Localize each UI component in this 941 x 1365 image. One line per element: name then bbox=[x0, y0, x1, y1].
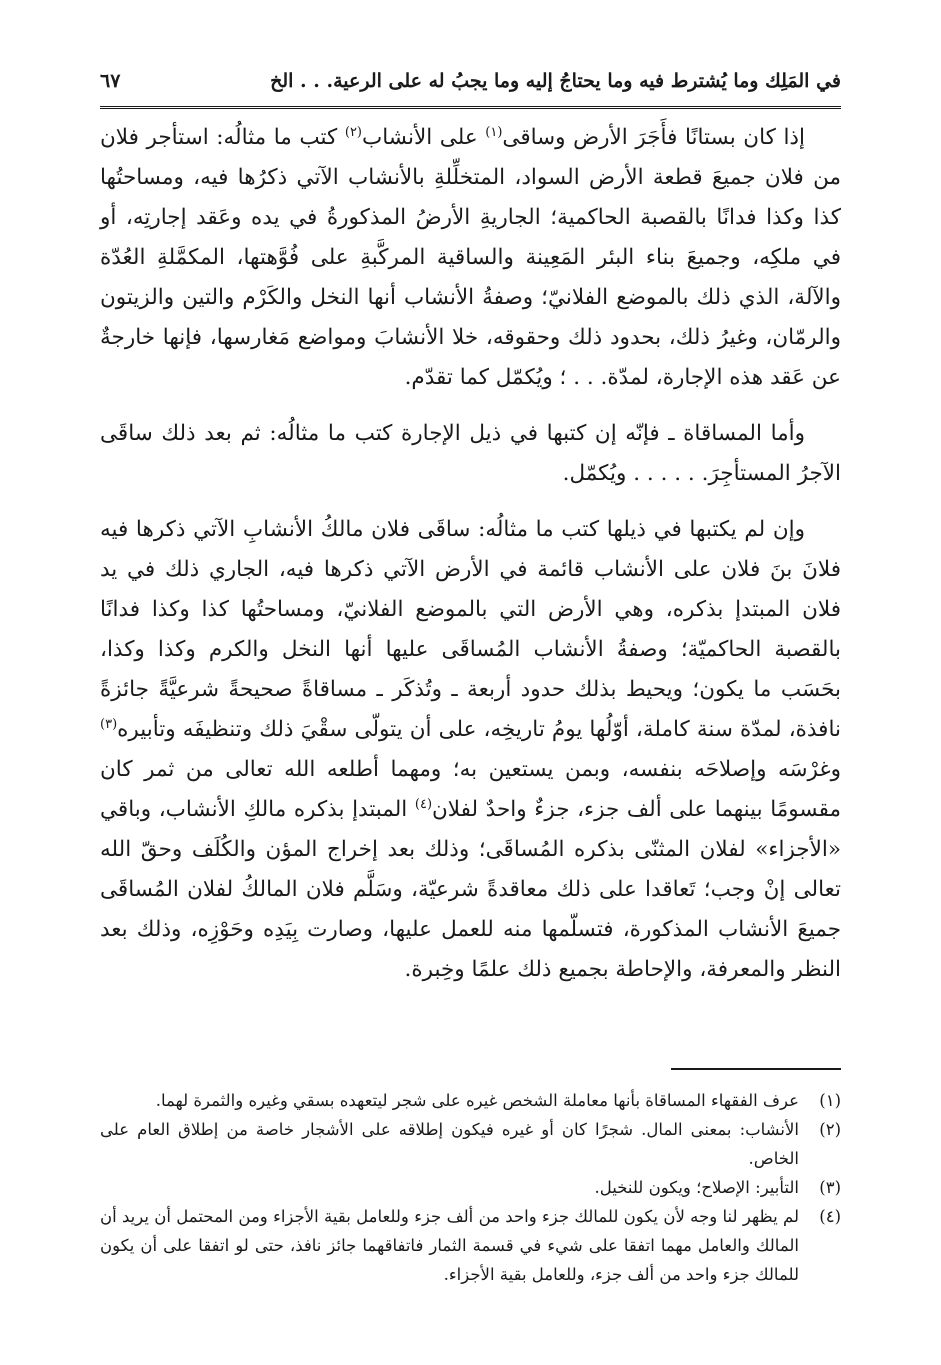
footnote-ref-4: (٤) bbox=[414, 796, 433, 812]
footnote-text: عرف الفقهاء المساقاة بأنها معاملة الشخص غيره على شجر ليتعهده بسقي وغيره والثمرة لهما. bbox=[155, 1091, 799, 1110]
page-header bbox=[100, 64, 841, 104]
footnote-number: (١) bbox=[819, 1091, 841, 1110]
footnote-number: (٣) bbox=[819, 1178, 841, 1197]
footnote-ref-1: (١) bbox=[485, 124, 503, 140]
footnote-text: التأبير: الإصلاح؛ ويكون للنخيل. bbox=[594, 1178, 799, 1197]
footnote bbox=[100, 1086, 841, 1115]
paragraph-lease bbox=[100, 118, 841, 398]
footnote-ref-2: (٢) bbox=[344, 124, 362, 140]
footnote bbox=[100, 1115, 841, 1173]
footnote-ref-3: (٣) bbox=[100, 716, 118, 732]
paragraph-musaqat-standalone bbox=[100, 510, 841, 990]
footnote-text: لم يظهر لنا وجه لأن يكون للمالك جزء واحد من ألف جزء وللعامل بقية الأجزاء ومن المحتمل أن يريد أن المالك والعامل مهما اتفقا على شيء في قسمة الثمار فاتفاقهما جائز نافذ، حتى لو اتفقا على أن يكون للمالك جزء واحد من ألف جزء، وللعامل بقية الأجزاء. bbox=[100, 1207, 799, 1284]
footnote bbox=[100, 1173, 841, 1202]
paragraph-text: كتب ما مثالُه: استأجر فلان من فلان جميعَ قطعة الأرض السواد، المتخلِّلةِ بالأنشاب الآتي ذكرُها فيه، ومساحتُها كذا وكذا فدانًا بالقصبة الحاكمية؛ الجاريةِ الأرضُ المذكورةُ في يده وعَقد إجارتِه، أو في ملكِه، وجميعَ بناء البئر المَعِينة والساقية المركَّبةِ على فُوَّهتها، المكمَّلةِ العُدّة والآلة، الذي ذلك بالموضع الفلانيّ؛ وصفةُ الأنشاب أنها النخل والكَرْم والتين والزيتون والرمّان، وغيرُ ذلك، بحدود ذلك وحقوقه، خلا الأنشابَ ومواضع مَغارسها، فإنها خارجةٌ عن عَقد هذه الإجارة، لمدّة. . . ؛ ويُكمّل كما تقدّم. bbox=[100, 125, 841, 390]
paragraph-text: المبتدإ بذكره مالكِ الأنشاب، وباقي «الأجزاء» لفلان المثنّى بذكره المُساقَى؛ وذلك بعد إخراج المؤن والكُلَف وحقّ الله تعالى إنْ وجب؛ تَعاقدا على ذلك معاقدةً شرعيّة، وسَلَّم فلان المالكُ لفلان المُساقَى جميعَ الأنشاب المذكورة، فتسلّمها منه للعمل عليها، وصارت بِيَدِه وحَوْزِه، وذلك بعد النظر والمعرفة، والإحاطة بجميع ذلك علمًا وخِبرة. bbox=[100, 797, 841, 982]
paragraph-text: وغرْسَه وإصلاحَه بنفسه، وبمن يستعين به؛ ومهما أطلعه الله تعالى من ثمر كان مقسومًا بينهما على ألف جزء، جزءٌ واحدٌ لفلان bbox=[100, 757, 841, 822]
footnote-number: (٢) bbox=[819, 1120, 841, 1139]
paragraph-musaqat-appendix: وأما المساقاة ـ فإنّه إن كتبها في ذيل الإجارة كتب ما مثالُه: ثم بعد ذلك ساقَى الآجرُ المستأجِرَ. . . . . . ويُكمّل. bbox=[100, 421, 841, 486]
main-text bbox=[100, 118, 841, 1006]
running-head: في المَلِك وما يُشترط فيه وما يحتاجُ إليه وما يجبُ له على الرعية. . . الخ bbox=[270, 70, 841, 92]
paragraph-text: على الأنشاب bbox=[362, 125, 486, 150]
footnote-number: (٤) bbox=[819, 1207, 841, 1226]
footnote-rule bbox=[671, 1068, 841, 1070]
header-rule bbox=[100, 106, 841, 109]
paragraph-text: إذا كان بستانًا فأَجَرَ الأرض وساقى bbox=[502, 125, 805, 150]
page-number: ٦٧ bbox=[100, 70, 121, 92]
footnotes bbox=[100, 1086, 841, 1289]
paragraph-text: وإن لم يكتبها في ذيلها كتب ما مثالُه: ساقَى فلان مالكُ الأنشابِ الآتي ذكرها فيه فلانَ بنَ فلان على الأنشاب قائمة في الأرض الآتي ذكرها فيه، الجاري ذلك في يد فلان المبتدإ بذكره، وهي الأرض التي بالموضع الفلانيّ، ومساحتُها كذا وكذا فدانًا بالقصبة الحاكميّة؛ وصفةُ الأنشاب المُساقَى عليها أنها النخل والكرم وكذا وكذا، بحَسَب ما يكون؛ ويحيط بذلك حدود أربعة ـ وتُذكَر ـ مساقاةً صحيحةً شرعيَّةً جائزةً نافذة، لمدّة سنة كاملة، أوّلُها يومُ تاريخِه، على أن يتولّى سقْيَ ذلك وتنظيفَه وتأبيره bbox=[100, 517, 841, 742]
footnote-text: الأنشاب: بمعنى المال. شجرًا كان أو غيره فيكون إطلاقه على الأشجار خاصة من إطلاق العام على الخاص. bbox=[100, 1120, 799, 1168]
footnote bbox=[100, 1202, 841, 1289]
